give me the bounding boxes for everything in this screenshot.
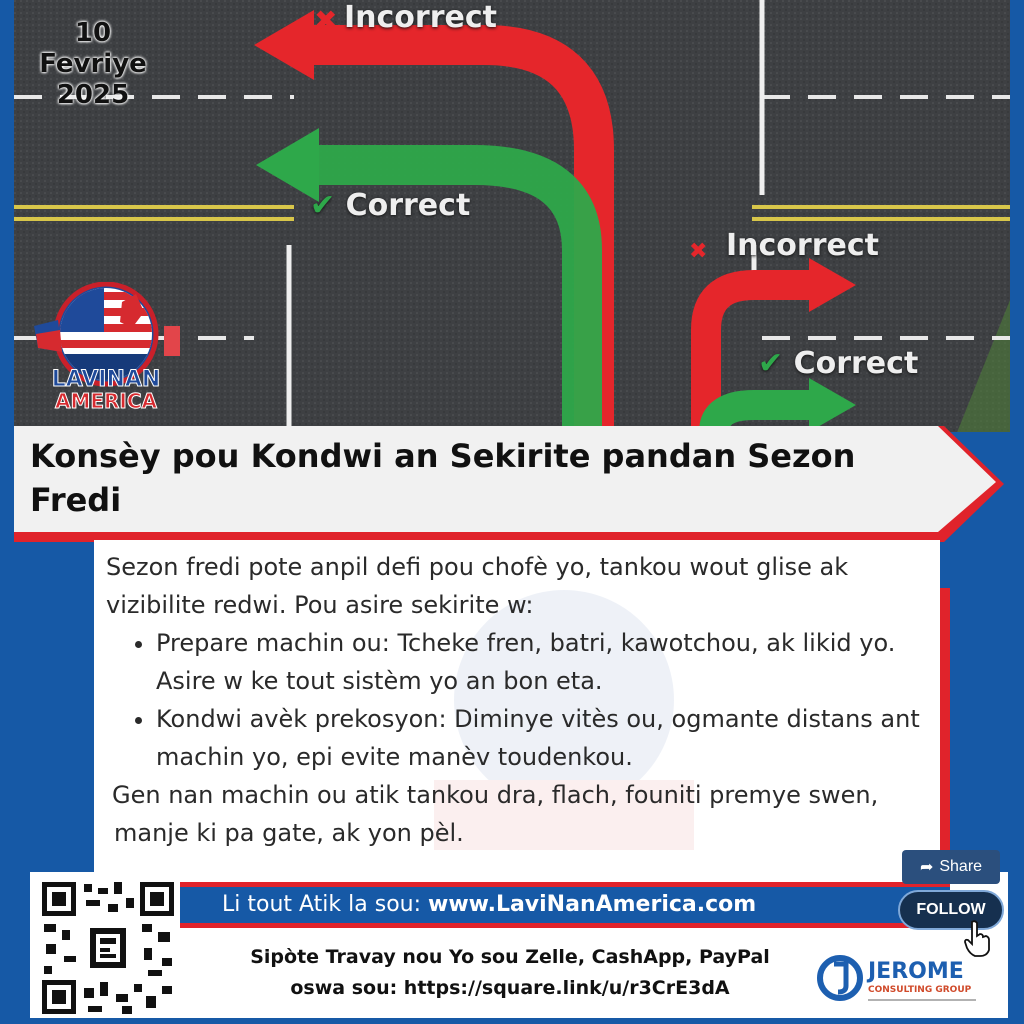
lavinan-america-logo bbox=[24, 282, 189, 414]
article-link-bar bbox=[180, 882, 950, 928]
list-item: • Kondwi avèk prekosyon: Diminye vitès ou, ogmante distans ant machin yo, epi evite manèv toudenkou. bbox=[156, 700, 930, 776]
website-link[interactable]: www.LaviNanAmerica.com bbox=[428, 892, 757, 917]
sponsor-name: JEROME bbox=[868, 959, 964, 984]
tips-list bbox=[106, 624, 930, 776]
footer bbox=[30, 872, 1008, 1018]
article-card bbox=[94, 540, 940, 880]
share-button[interactable] bbox=[902, 850, 1000, 884]
correct-label-2: ✔ Correct bbox=[758, 346, 919, 381]
closing-text: Gen nan machin ou atik tankou dra, flach, founiti premye swen, manje ki pa gate, ak yon pèl. bbox=[112, 781, 879, 847]
page-title: Konsèy pou Kondwi an Sekirite pandan Sezon Fredi bbox=[30, 437, 856, 519]
svg-text:✖: ✖ bbox=[314, 4, 338, 37]
list-item: • Prepare machin ou: Tcheke fren, batri, kawotchou, ak likid yo. Asire w ke tout sistèm yo an bon eta. bbox=[156, 624, 930, 700]
link-prefix: Li tout Atik la sou: bbox=[222, 892, 429, 917]
correct-label: ✔ Correct bbox=[310, 188, 471, 223]
logo-name-line1: LAVINAN bbox=[51, 367, 161, 392]
share-icon: ➦ bbox=[919, 859, 934, 876]
incorrect-label-2: Incorrect bbox=[726, 228, 879, 263]
support-line-1: Sipòte Travay nou Yo sou Zelle, CashApp, PayPal bbox=[250, 946, 770, 968]
check-icon: ✔ bbox=[310, 188, 336, 223]
svg-text:✖: ✖ bbox=[689, 239, 708, 264]
title-banner bbox=[14, 426, 1010, 542]
follow-label: FOLLOW bbox=[916, 901, 986, 918]
check-icon: ✔ bbox=[758, 346, 784, 381]
hand-cursor-icon bbox=[962, 918, 992, 958]
support-text bbox=[190, 942, 830, 1004]
logo-name-line2: AMERICA bbox=[54, 389, 158, 413]
intro-text: Sezon fredi pote anpil defi pou chofè yo, tankou wout glise ak vizibilite redwi. Pou asire sekirite w: bbox=[106, 553, 849, 619]
publish-date: 10 Fevriye 2025 bbox=[39, 18, 147, 110]
jerome-consulting-logo bbox=[816, 952, 986, 1012]
share-label: Share bbox=[939, 858, 983, 875]
incorrect-label: Incorrect bbox=[344, 0, 497, 35]
support-line-2[interactable]: oswa sou: https://square.link/u/r3CrE3dA bbox=[290, 977, 730, 999]
sponsor-subtitle: CONSULTING GROUP bbox=[868, 985, 972, 995]
qr-code[interactable] bbox=[38, 878, 178, 1018]
